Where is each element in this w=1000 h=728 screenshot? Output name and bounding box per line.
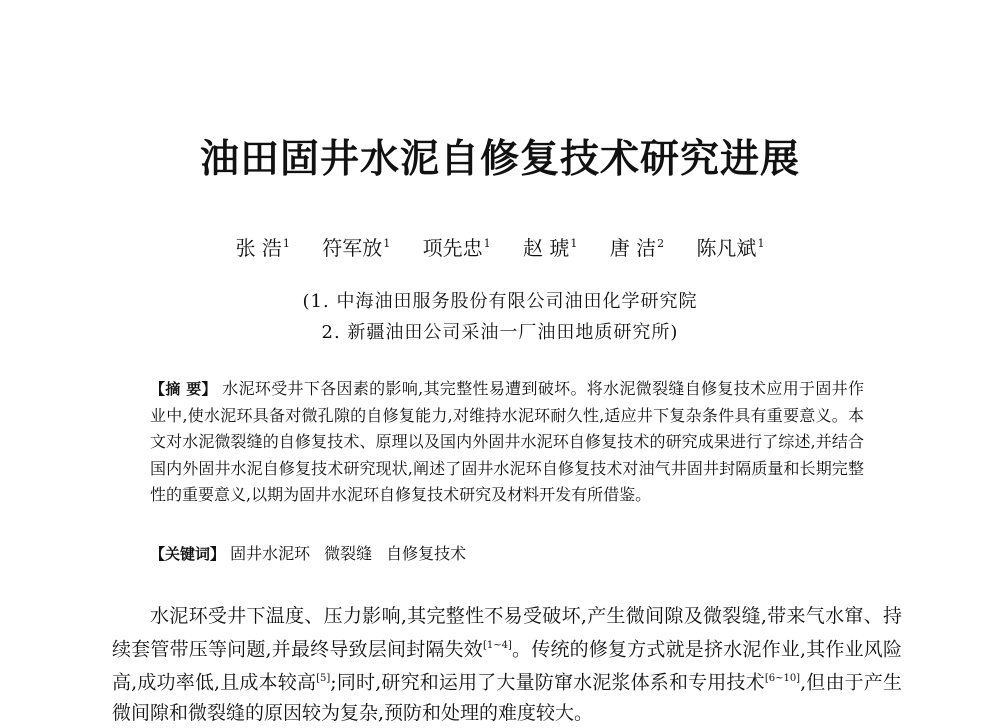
affiliation-1: (1. 中海油田服务股份有限公司油田化学研究院 — [302, 291, 698, 312]
author: 符军放$^1$ — [322, 236, 391, 260]
paper-title: 油田固井水泥自修复技术研究进展 — [199, 136, 800, 182]
author: 陈凡斌$^1$ — [696, 236, 765, 260]
keywords-label: 【关键词】 — [150, 545, 226, 563]
author: 张 浩$^1$ — [235, 236, 290, 260]
author-list — [0, 232, 1000, 261]
author: 赵 琥$^1$ — [523, 236, 578, 260]
citation: [1~4] — [482, 640, 512, 651]
keyword: 自修复技术 — [386, 544, 467, 563]
citation: [5] — [316, 673, 331, 685]
keyword: 微裂缝 — [324, 544, 373, 563]
body-paragraph: 水泥环受井下温度、压力影响,其完整性不易受破坏,产生微间隙及微裂缝,带来气水窜、持续套管带压等问题,并最终导致层间封隔失效[1~4]。传统的修复方式就是挤水泥作业,其作业风险高,成功率低,且成本较高[5];同时,研究和运用了大量防窜水泥浆体系和专用技术[6~10],但由于产生微间隙和微裂缝的原因较为复杂,预防和处理的难度较大。 — [112, 605, 902, 724]
abstract — [150, 376, 864, 509]
citation: [6~10] — [764, 673, 801, 685]
abstract-label: 【摘 要】 — [150, 380, 217, 398]
affiliation-2: 2. 新疆油田公司采油一厂油田地质研究所) — [321, 322, 679, 343]
author: 项先忠$^1$ — [422, 236, 491, 260]
abstract-text: 水泥环受井下各因素的影响,其完整性易遭到破坏。将水泥微裂缝自修复技术应用于固井作业中,使水泥环具备对微孔隙的自修复能力,对维持水泥环耐久性,适应井下复杂条件具有重要意义。本文对水泥微裂缝的自修复技术、原理以及国内外固井水泥环自修复技术的研究成果进行了综述,并结合国内外固井水泥自修复技术研究现状,阐述了固井水泥环自修复技术对油气井固井封隔质量和长期完整性的重要意义,以期为固井水泥环自修复技术研究及材料开发有所借鉴。 — [150, 379, 864, 504]
keywords — [150, 541, 864, 564]
author: 唐 洁$^2$ — [609, 236, 665, 260]
keyword: 固井水泥环 — [230, 544, 311, 563]
